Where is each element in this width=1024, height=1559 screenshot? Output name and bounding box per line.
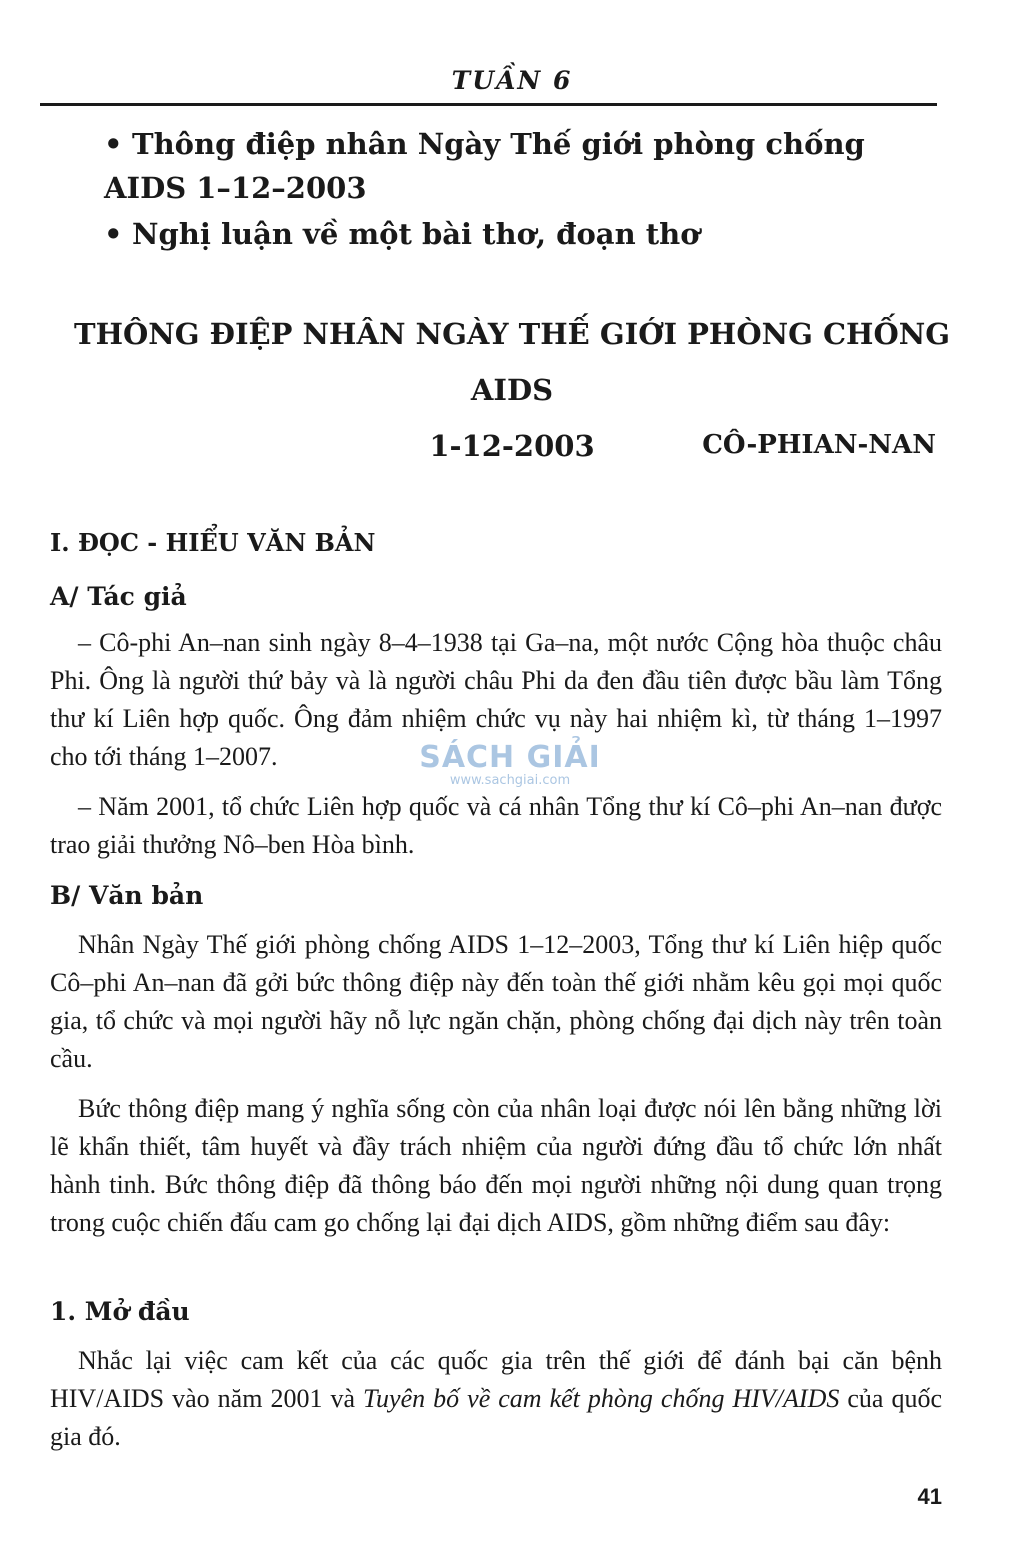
subheading-intro: 1. Mở đầu [50, 1297, 190, 1326]
subheading-text: B/ Văn bản [50, 881, 204, 910]
title-line-1: THÔNG ĐIỆP NHÂN NGÀY THẾ GIỚI PHÒNG CHỐNG AIDS [74, 317, 950, 407]
paragraph-author-bio [50, 624, 942, 776]
topic-item [104, 212, 944, 256]
topic-list [104, 122, 944, 258]
topic-text: Thông điệp nhân Ngày Thế giới phòng chống AIDS 1–12–2003 [104, 127, 865, 205]
bullet-icon: • [104, 127, 123, 161]
section-heading: I. ĐỌC - HIỂU VĂN BẢN [50, 528, 376, 557]
paragraph-text-end: của quốc gia đó. [50, 1384, 942, 1451]
topic-text: Nghị luận về một bài thơ, đoạn thơ [132, 217, 700, 251]
paragraph-nobel [50, 788, 942, 864]
page-number: 41 [917, 1484, 942, 1509]
paragraph-text: – Cô-phi An–nan sinh ngày 8–4–1938 tại Ga–na, một nước Cộng hòa thuộc châu Phi. Ông là người thứ bảy và là người châu Phi da đen đầu tiên được bầu làm Tổng thư kí Liên hợp quốc. Ông đảm nhiệm chức vụ này hai nhiệm kì, từ tháng 1–1997 cho tới tháng 1–2007. [50, 628, 942, 771]
italic-declaration: Tuyên bố về cam kết phòng chống HIV/AIDS [363, 1384, 840, 1413]
topic-item [104, 122, 944, 210]
bullet-icon: • [104, 217, 123, 251]
header-rule [40, 103, 937, 106]
paragraph-context [50, 926, 942, 1078]
paragraph-text: Bức thông điệp mang ý nghĩa sống còn của nhân loại được nói lên bằng những lời lẽ khẩn thiết, tâm huyết và đầy trách nhiệm của người đứng đầu tổ chức lớn nhất hành tinh. Bức thông điệp đã thông báo đến mọi người những nội dung quan trọng trong cuộc chiến đấu cam go chống lại đại dịch AIDS, gồm những điểm sau đây: [50, 1094, 942, 1237]
paragraph-intro [50, 1342, 942, 1456]
title-line-2: 1-12-2003 [429, 429, 595, 463]
running-head: TUẦN 6 [451, 66, 573, 95]
watermark-url: www.sachgiai.com [449, 773, 571, 788]
paragraph-meaning [50, 1090, 942, 1242]
watermark-text: SÁCH GIẢI [419, 740, 601, 775]
subheading-author: A/ Tác giả [50, 582, 187, 611]
paragraph-text: – Năm 2001, tổ chức Liên hợp quốc và cá nhân Tổng thư kí Cô–phi An–nan được trao giải thưởng Nô–ben Hòa bình. [50, 792, 942, 859]
paragraph-text: Nhân Ngày Thế giới phòng chống AIDS 1–12–2003, Tổng thư kí Liên hiệp quốc Cô–phi An–nan đã gởi bức thông điệp này đến toàn thế giới nhằm kêu gọi mọi quốc gia, tổ chức và mọi người hãy nỗ lực ngăn chặn, phòng chống đại dịch này trên toàn cầu. [50, 930, 942, 1073]
paragraph-text: Nhắc lại việc cam kết của các quốc gia trên thế giới để đánh bại căn bệnh HIV/AIDS vào năm 2001 và [50, 1346, 942, 1413]
author-name: CÔ-PHIAN-NAN [702, 430, 936, 460]
